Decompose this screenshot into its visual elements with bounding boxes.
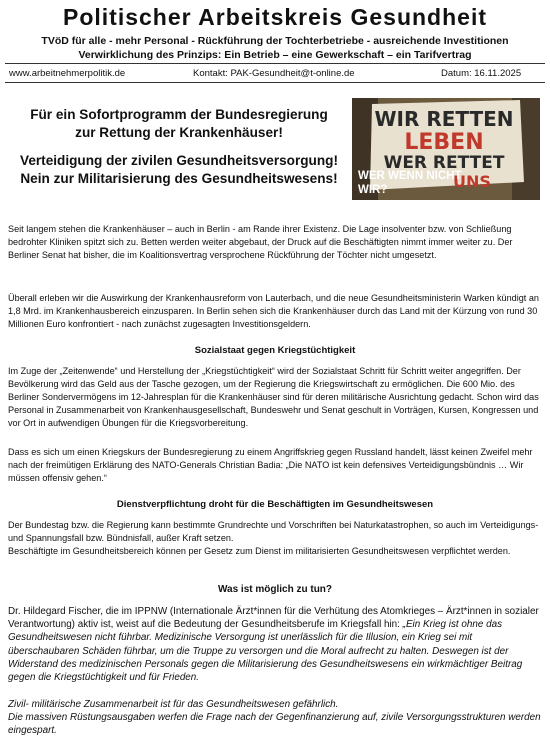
paragraph-fischer-quote	[8, 605, 542, 684]
photo-caption-2: WIR?	[358, 184, 388, 196]
paragraph-bundestag: Der Bundestag bzw. die Regierung kann bestimmte Grundrechte und Vorschriften bei Naturkatastrophen, so auch im Verteidigungs- und Spannungsfall bzw. Bündnisfall, außer Kraft setzen.	[8, 520, 539, 543]
photo-caption-1: WER WENN NICHT	[358, 170, 462, 182]
headline-block	[10, 106, 348, 188]
sign-text-4: UNS	[453, 172, 491, 191]
header-divider	[5, 63, 545, 64]
protest-photo	[352, 98, 540, 200]
fischer-quote-text: „Ein Krieg ist ohne das Gesundheitswesen nicht führbar. Medizinische Versorgung ist unerlässlich für die Illusion, ein Krieg sei mit überschaubaren Schäden führbar, um die Truppe zu versorgen und die Moral aufrecht zu halten. Deswegen ist der Widerstand des medizinischen Personals gegen die Militarisierung des Gesundheitswesens ein wirkmächtiger Beitrag gegen die Kriegstüchtigkeit und für Frieden.	[8, 619, 523, 684]
issue-date: Datum: 16.11.2025	[441, 68, 522, 79]
headline-line-2: zur Rettung der Krankenhäuser!	[75, 125, 283, 140]
section-heading-sozialstaat: Sozialstaat gegen Kriegstüchtigkeit	[194, 345, 356, 356]
paragraph-ruestungsausgaben: Die massiven Rüstungsausgaben werfen die Frage nach der Gegenfinanzierung auf, zivile Versorgungsstrukturen werden eingespart.	[8, 712, 541, 737]
website-link[interactable]: www.arbeitnehmerpolitik.de	[9, 68, 126, 79]
paragraph-intro: Seit langem stehen die Krankenhäuser – auch in Berlin - am Rande ihrer Existenz. Die Lage insolventer bzw. von Schließung bedrohter Kliniken spitzt sich zu. Betten werden weiter abgebaut, der Druck auf die Beschäftigten nimmt immer weiter zu. Der Berliner Senat hat bisher, die im Koalitionsvertrag versprochene Rückführung der Töchter nicht umgesetzt.	[8, 224, 513, 260]
paragraph-reform: Überall erleben wir die Auswirkung der Krankenhausreform von Lauterbach, und die neue Gesundheitsministerin Warken kündigt an 1,8 Mrd. im Krankenhausbereich einzusparen. In Berlin sehen sich die Krankenhäuser durch das Land mit der Kürzung von rund 30 Millionen Euro konfrontiert - nach zunächst zugesagten Investitionsgeldern.	[8, 293, 539, 329]
headline-line-4: Nein zur Militarisierung des Gesundheitswesens!	[20, 171, 338, 186]
sign-text-1: WIR RETTEN	[374, 107, 514, 131]
fischer-intro-text: Dr. Hildegard Fischer, die im IPPNW (Internationale Ärzt*innen für die Verhütung des Atomkrieges – Ärzt*innen in sozialer Verantwortung) aktiv ist, weist auf die Bedeutung der Gesundheitsberufe im Kriegsfall hin:	[8, 606, 539, 631]
contact-email[interactable]: Kontakt: PAK-Gesundheit@t-online.de	[193, 68, 355, 79]
section-heading-was-tun: Was ist möglich zu tun?	[217, 584, 333, 595]
header-subtitle-1: TVöD für alle - mehr Personal - Rückführung der Tochterbetriebe - ausreichende Investitionen	[41, 35, 509, 47]
paragraph-zeitenwende: Im Zuge der „Zeitenwende“ und Herstellung der „Kriegstüchtigkeit“ wird der Sozialstaat Schritt für Schritt weiter angegriffen. Der Bevölkerung wird das Geld aus der Tasche gezogen, um der Regierung die Kriegswirtschaft zu ermöglichen. Die 600 Mio. des Berliner Sondervermögens im 12-Jahresplan für die Krankenhäuser sind für deren militärische Ausrichtung gedacht. Schon wird das Personal in Zusammenarbeit von Krankenhausgesellschaft, Bundeswehr und Senat geschult in Vorträgen, Kursen, Kongressen und vor Ort in aufwendigen Übungen für die Kriegsvorbereitung.	[8, 366, 539, 428]
header-subtitle-2: Verwirklichung des Prinzips: Ein Betrieb – eine Gewerkschaft – ein Tarifvertrag	[78, 49, 472, 61]
section-heading-dienstverpflichtung: Dienstverpflichtung droht für die Beschäftigten im Gesundheitswesen	[116, 499, 434, 510]
paragraph-zivil-militaerisch: Zivil- militärische Zusammenarbeit ist für das Gesundheitswesen gefährlich.	[8, 699, 339, 710]
paragraph-nato: Dass es sich um einen Kriegskurs der Bundesregierung zu einem Angriffskrieg gegen Russland handelt, lässt keinen Zweifel mehr nach der freimütigen Erklärung des NATO-Generals Christian Badia: „Die NATO ist kein defensives Verteidigungsbündnis … Wir müssen offensiv gehen.“	[8, 447, 533, 483]
headline-line-1: Für ein Sofortprogramm der Bundesregierung	[30, 107, 328, 122]
paragraph-beschaeftigte: Beschäftigte im Gesundheitsbereich können per Gesetz zum Dienst im militarisierten Gesundheitswesen verpflichtet werden.	[8, 546, 511, 556]
headline-line-3: Verteidigung der zivilen Gesundheitsversorgung!	[20, 153, 338, 168]
org-title: Politischer Arbeitskreis Gesundheit	[63, 4, 487, 30]
sign-text-2: LEBEN	[404, 130, 484, 155]
meta-divider	[5, 82, 545, 83]
sign-text-3: WER RETTET	[383, 153, 505, 173]
protest-sign-image	[352, 98, 540, 200]
